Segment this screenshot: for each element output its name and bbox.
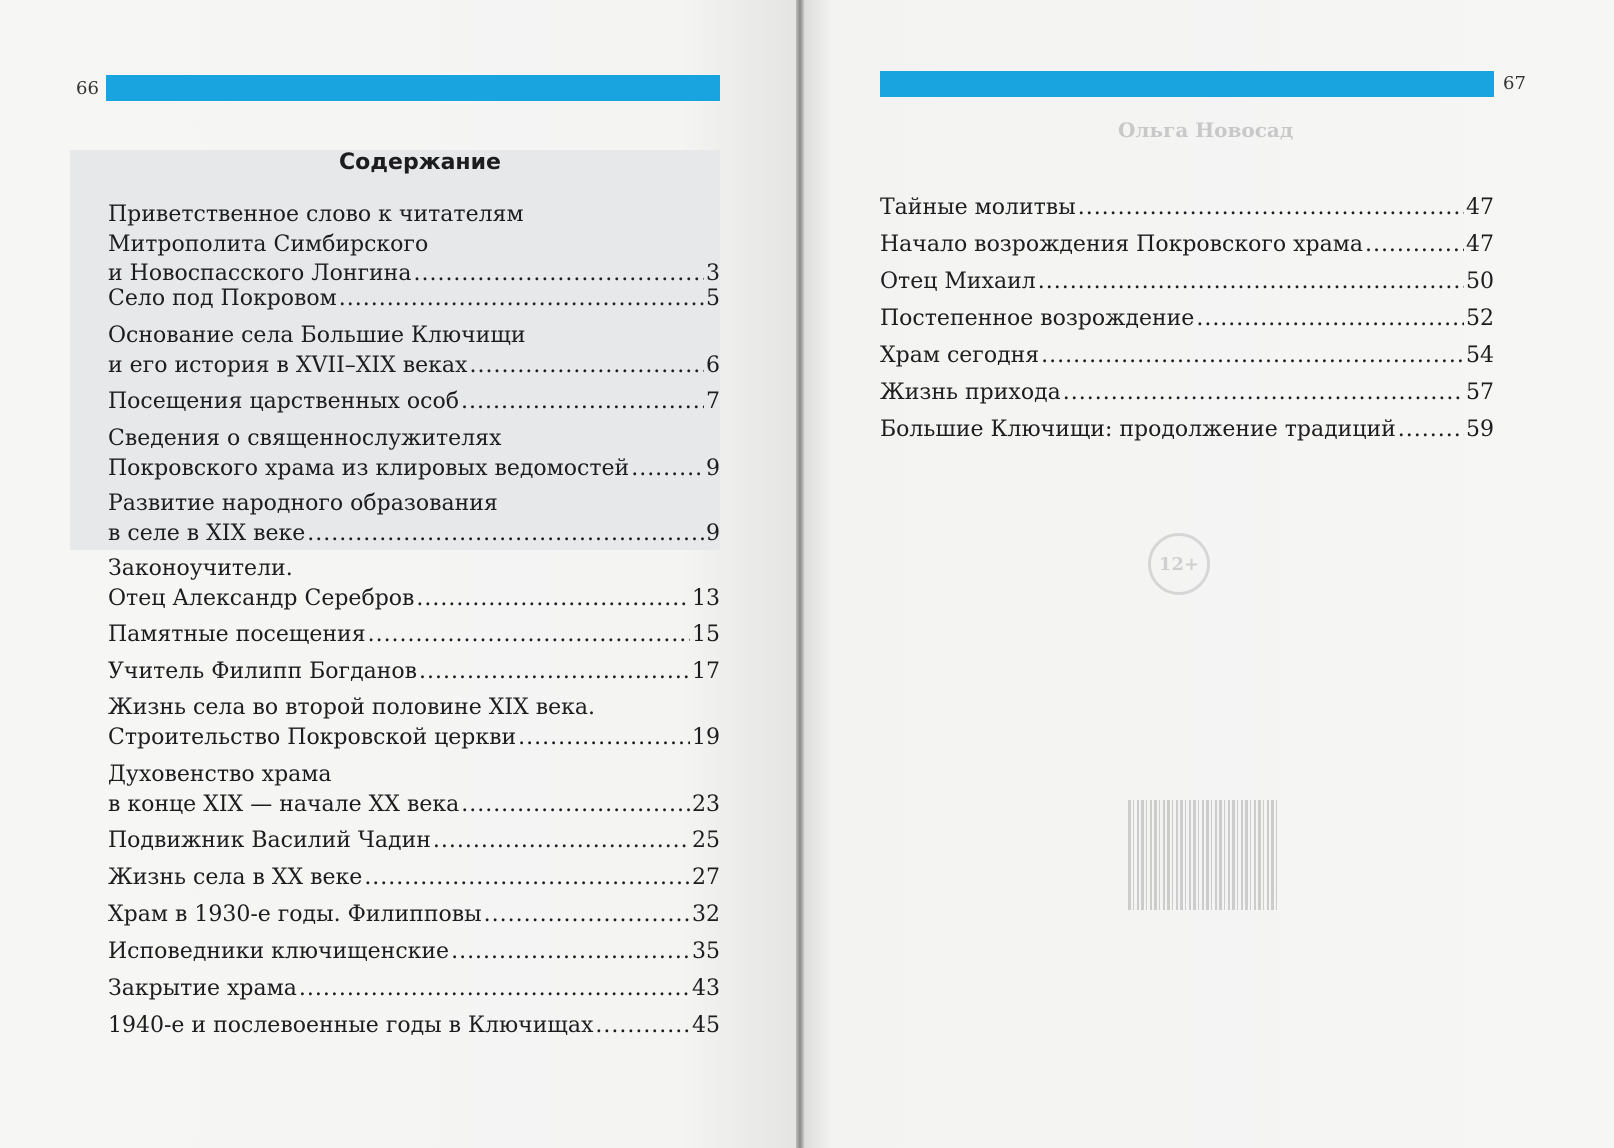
dot-leader — [451, 937, 690, 967]
toc-page-number: 23 — [692, 791, 720, 817]
toc-entry — [880, 415, 1494, 445]
show-through-barcode — [1128, 800, 1278, 910]
toc-entry-last-line — [880, 193, 1494, 223]
toc-entry-last-line — [108, 826, 720, 856]
toc-entry-last-line — [880, 378, 1494, 408]
dot-leader — [419, 657, 690, 687]
toc-entry-title-line: Законоучители. — [108, 556, 293, 581]
toc-page-number: 35 — [692, 939, 720, 964]
toc-entry-title-line: Храм сегодня — [880, 343, 1040, 368]
toc-entry-last-line — [880, 341, 1494, 371]
toc-entry — [108, 200, 720, 289]
toc-page-number: 19 — [692, 724, 720, 750]
toc-entry — [880, 304, 1494, 334]
toc-entry — [108, 620, 720, 650]
left-page-number: 66 — [76, 78, 99, 99]
toc-page-number: 47 — [1466, 195, 1494, 220]
toc-page-number: 57 — [1466, 380, 1494, 405]
dot-leader — [339, 284, 704, 314]
toc-page-number: 27 — [692, 865, 720, 890]
toc-entry — [108, 284, 720, 314]
toc-entry-title-line: Строительство Покровской церкви — [108, 724, 517, 750]
right-header-bar — [880, 71, 1494, 97]
toc-entry — [880, 193, 1494, 223]
toc-entry-title-line: Подвижник Василий Чадин — [108, 828, 431, 853]
toc-entry-last-line — [108, 519, 720, 549]
toc-page-number: 3 — [706, 261, 720, 286]
toc-page-number: 15 — [692, 622, 720, 647]
toc-entry-title-line: Тайные молитвы — [880, 195, 1076, 220]
toc-page-number: 25 — [692, 828, 720, 853]
toc-entry-title-line: Покровского храма из клировых ведомостей — [108, 455, 630, 481]
toc-entry — [108, 900, 720, 930]
toc-entry-title-line: Основание села Большие Ключищи — [108, 323, 526, 348]
dot-leader — [307, 519, 704, 549]
dot-leader — [1398, 415, 1464, 445]
toc-entry-title-line: Отец Александр Серебров — [108, 585, 415, 611]
dot-leader — [461, 387, 704, 417]
dot-leader — [595, 1011, 690, 1041]
toc-entry-title-line: Митрополита Симбирского — [108, 231, 429, 257]
dot-leader — [461, 790, 690, 820]
toc-entry-title-line: Посещения царственных особ — [108, 389, 459, 414]
right-page-number: 67 — [1503, 73, 1526, 94]
toc-entry-title-line: Приветственное слово к читателям — [108, 202, 524, 227]
left-header-bar — [106, 75, 720, 101]
toc-entry-title-line: Развитие народного образования — [108, 491, 498, 516]
toc-entry-last-line — [880, 230, 1494, 260]
toc-entry-title-line: Учитель Филипп Богданов — [108, 659, 418, 684]
toc-page-number: 50 — [1466, 269, 1494, 294]
toc-page-number: 32 — [692, 902, 720, 927]
toc-entry-title-line: Сведения о священнослужителях — [108, 426, 502, 451]
toc-page-number: 17 — [692, 659, 720, 684]
toc-entry — [880, 230, 1494, 260]
toc-entry-last-line — [108, 900, 720, 930]
toc-page-number: 7 — [706, 389, 720, 414]
toc-entry — [880, 267, 1494, 297]
toc-entry — [108, 321, 720, 380]
show-through-author: Ольга Новосад — [1118, 118, 1294, 142]
toc-entry — [108, 863, 720, 893]
toc-entry-title-line: Жизнь села в XX веке — [108, 865, 363, 890]
toc-entry — [108, 760, 720, 819]
toc-entry-title-line: Отец Михаил — [880, 269, 1036, 294]
toc-entry-title-line: в конце XIX — начале XX века — [108, 791, 460, 817]
toc-entry-last-line — [108, 657, 720, 687]
toc-entry-title-line: Село под Покровом — [108, 286, 337, 311]
toc-entry-title-line: Начало возрождения Покровского храма — [880, 232, 1363, 257]
toc-entry-last-line — [108, 863, 720, 893]
toc-entry — [108, 424, 720, 483]
toc-entry-last-line — [108, 351, 720, 381]
toc-entry-title-line: Жизнь прихода — [880, 380, 1061, 405]
dot-leader — [631, 454, 704, 484]
toc-entry-last-line — [880, 304, 1494, 334]
toc-entry-last-line — [108, 454, 720, 484]
dot-leader — [518, 723, 690, 753]
dot-leader — [1365, 230, 1464, 260]
toc-entry-last-line — [108, 937, 720, 967]
dot-leader — [1038, 267, 1464, 297]
dot-leader — [368, 620, 690, 650]
toc-entry-title-line: Жизнь села во второй половине XIX века. — [108, 695, 595, 720]
toc-entry-title-line: в селе в XIX веке — [108, 520, 306, 546]
toc-entry-title-line: Духовенство храма — [108, 762, 332, 787]
toc-entry — [108, 693, 720, 752]
dot-leader — [1063, 378, 1464, 408]
toc-page-number: 52 — [1466, 306, 1494, 331]
dot-leader — [299, 974, 690, 1004]
toc-entry-title-line: Закрытие храма — [108, 976, 297, 1001]
toc-entry — [108, 826, 720, 856]
toc-entry-last-line — [108, 620, 720, 650]
toc-page-number: 9 — [706, 520, 720, 546]
toc-entry-last-line — [880, 415, 1494, 445]
toc-title: Содержание — [339, 150, 501, 175]
dot-leader — [484, 900, 690, 930]
toc-page-number: 59 — [1466, 417, 1494, 442]
toc-entry — [108, 937, 720, 967]
dot-leader — [1196, 304, 1464, 334]
dot-leader — [416, 584, 690, 614]
toc-entry-title-line: Памятные посещения — [108, 622, 366, 647]
toc-entry — [880, 378, 1494, 408]
show-through-age-badge: 12+ — [1148, 533, 1210, 595]
dot-leader — [1041, 341, 1464, 371]
toc-entry — [108, 1011, 720, 1041]
toc-entry-last-line — [108, 723, 720, 753]
dot-leader — [469, 351, 704, 381]
toc-page-number: 47 — [1466, 232, 1494, 257]
toc-entry-title-line: и Новоспасского Лонгина — [108, 261, 412, 286]
toc-page-number: 13 — [692, 585, 720, 611]
toc-entry-last-line — [108, 1011, 720, 1041]
toc-entry-last-line — [108, 790, 720, 820]
toc-entry-last-line — [108, 284, 720, 314]
toc-entry-title-line: Исповедники ключищенские — [108, 939, 450, 964]
toc-entry-last-line — [880, 267, 1494, 297]
toc-entry-title-line: Большие Ключищи: продолжение традиций — [880, 417, 1396, 442]
toc-page-number: 43 — [692, 976, 720, 1001]
toc-page-number: 9 — [706, 455, 720, 481]
toc-entry — [108, 657, 720, 687]
toc-page-number: 54 — [1466, 343, 1494, 368]
toc-entry — [108, 974, 720, 1004]
dot-leader — [364, 863, 690, 893]
toc-entry — [108, 554, 720, 613]
toc-entry-title-line: Храм в 1930-е годы. Филипповы — [108, 902, 482, 927]
toc-page-number: 45 — [692, 1013, 720, 1038]
toc-entry-last-line — [108, 387, 720, 417]
toc-entry-title-line: 1940-е и послевоенные годы в Ключищах — [108, 1013, 594, 1038]
toc-entry-last-line — [108, 584, 720, 614]
dot-leader — [1078, 193, 1464, 223]
book-spine — [796, 0, 804, 1148]
toc-entry — [108, 489, 720, 548]
toc-entry — [108, 387, 720, 417]
toc-entry — [880, 341, 1494, 371]
toc-entry-last-line — [108, 974, 720, 1004]
toc-page-number: 6 — [706, 352, 720, 378]
dot-leader — [433, 826, 690, 856]
toc-entry-title-line: Постепенное возрождение — [880, 306, 1195, 331]
toc-entry-title-line: и его история в XVII–XIX веках — [108, 352, 468, 378]
toc-page-number: 5 — [706, 286, 720, 311]
